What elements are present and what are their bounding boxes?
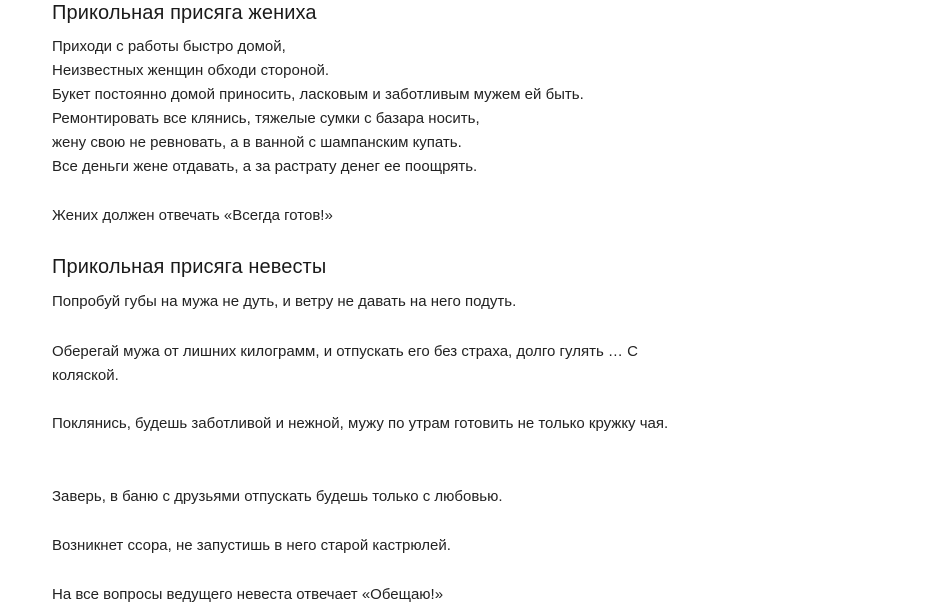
bride-oath-paragraph: Оберегай мужа от лишних килограмм, и отпускать его без страха, долго гулять … С коляской. bbox=[52, 343, 638, 384]
groom-oath-verse bbox=[52, 35, 702, 179]
bride-oath-heading: Прикольная присяга невесты bbox=[52, 256, 327, 278]
bride-oath-paragraph: Заверь, в баню с друзьями отпускать будешь только с любовью. bbox=[52, 488, 503, 505]
bride-oath-paragraph: Попробуй губы на мужа не дуть, и ветру не давать на него подуть. bbox=[52, 293, 517, 310]
verse-line: Букет постоянно домой приносить, ласковым и заботливым мужем ей быть. bbox=[52, 86, 584, 103]
verse-line: жену свою не ревновать, а в ванной с шампанским купать. bbox=[52, 134, 462, 151]
verse-line: Неизвестных женщин обходи стороной. bbox=[52, 62, 329, 79]
verse-line: Все деньги жене отдавать, а за растрату денег ее поощрять. bbox=[52, 158, 478, 175]
bride-oath-paragraph: Возникнет ссора, не запустишь в него старой кастрюлей. bbox=[52, 537, 451, 554]
bride-oath-paragraph: Поклянись, будешь заботливой и нежной, мужу по утрам готовить не только кружку чая. bbox=[52, 415, 669, 432]
verse-line: Ремонтировать все клянись, тяжелые сумки с базара носить, bbox=[52, 110, 480, 127]
verse-line: Приходи с работы быстро домой, bbox=[52, 38, 286, 55]
bride-oath-paragraph: На все вопросы ведущего невеста отвечает «Обещаю!» bbox=[52, 586, 444, 603]
groom-oath-heading: Прикольная присяга жениха bbox=[52, 2, 317, 24]
groom-reply: Жених должен отвечать «Всегда готов!» bbox=[52, 207, 333, 224]
